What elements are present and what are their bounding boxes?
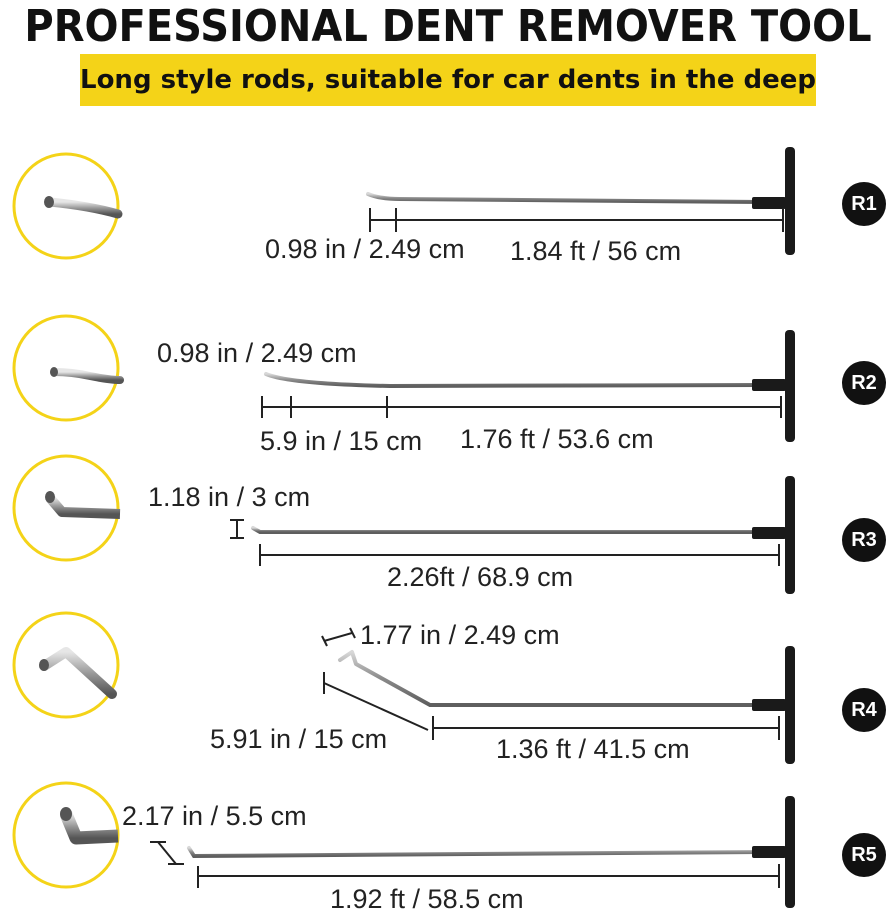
r3-tip-label: 1.18 in / 3 cm — [148, 482, 311, 512]
r1-rod — [368, 194, 762, 202]
r3-badge: R3 — [842, 518, 886, 562]
r5-dimension-lines — [150, 842, 779, 888]
subtitle-text: Long style rods, suitable for car dents in the deep — [80, 65, 817, 95]
r2-handle — [785, 330, 795, 442]
r4-bend-label: 5.91 in / 15 cm — [210, 724, 388, 754]
r2-handle-sleeve — [752, 379, 786, 391]
page-title: PROFESSIONAL DENT REMOVER TOOL — [24, 2, 872, 52]
r1-badge: R1 — [842, 182, 886, 226]
r1-handle — [785, 147, 795, 255]
r4-rod — [340, 652, 762, 705]
r5-handle — [785, 796, 795, 908]
r1-handle-sleeve — [752, 197, 786, 209]
r4-tip-zoom-circle — [14, 613, 118, 717]
r2-bend-label: 5.9 in / 15 cm — [260, 426, 423, 456]
r3-dimension-lines — [230, 520, 779, 566]
r5-handle-sleeve — [752, 846, 786, 858]
r5-length-label: 1.92 ft / 58.5 cm — [330, 884, 524, 914]
r2-tip-zoom-circle — [14, 316, 118, 420]
r1-dimension-lines — [370, 208, 783, 232]
r2-dimension-lines — [262, 396, 781, 418]
rod-r2 — [14, 316, 795, 442]
r1-length-label: 1.84 ft / 56 cm — [510, 236, 682, 266]
r2-tip-label: 0.98 in / 2.49 cm — [157, 338, 357, 368]
r2-length-label: 1.76 ft / 53.6 cm — [460, 424, 654, 454]
r4-length-label: 1.36 ft / 41.5 cm — [496, 734, 690, 764]
r3-length-label: 2.26ft / 68.9 cm — [387, 562, 574, 592]
r4-badge: R4 — [842, 688, 886, 732]
r4-handle-sleeve — [752, 699, 786, 711]
r1-tip-label: 0.98 in / 2.49 cm — [265, 234, 465, 264]
r3-handle — [785, 476, 795, 594]
r5-badge: R5 — [842, 833, 886, 877]
r4-tip-label: 1.77 in / 2.49 cm — [360, 620, 560, 650]
r2-rod — [266, 374, 762, 386]
r3-rod — [253, 528, 762, 532]
r5-tip-label: 2.17 in / 5.5 cm — [122, 801, 307, 831]
r2-badge: R2 — [842, 361, 886, 405]
r3-handle-sleeve — [752, 527, 786, 539]
r5-rod — [189, 848, 762, 856]
r4-handle — [785, 646, 795, 764]
